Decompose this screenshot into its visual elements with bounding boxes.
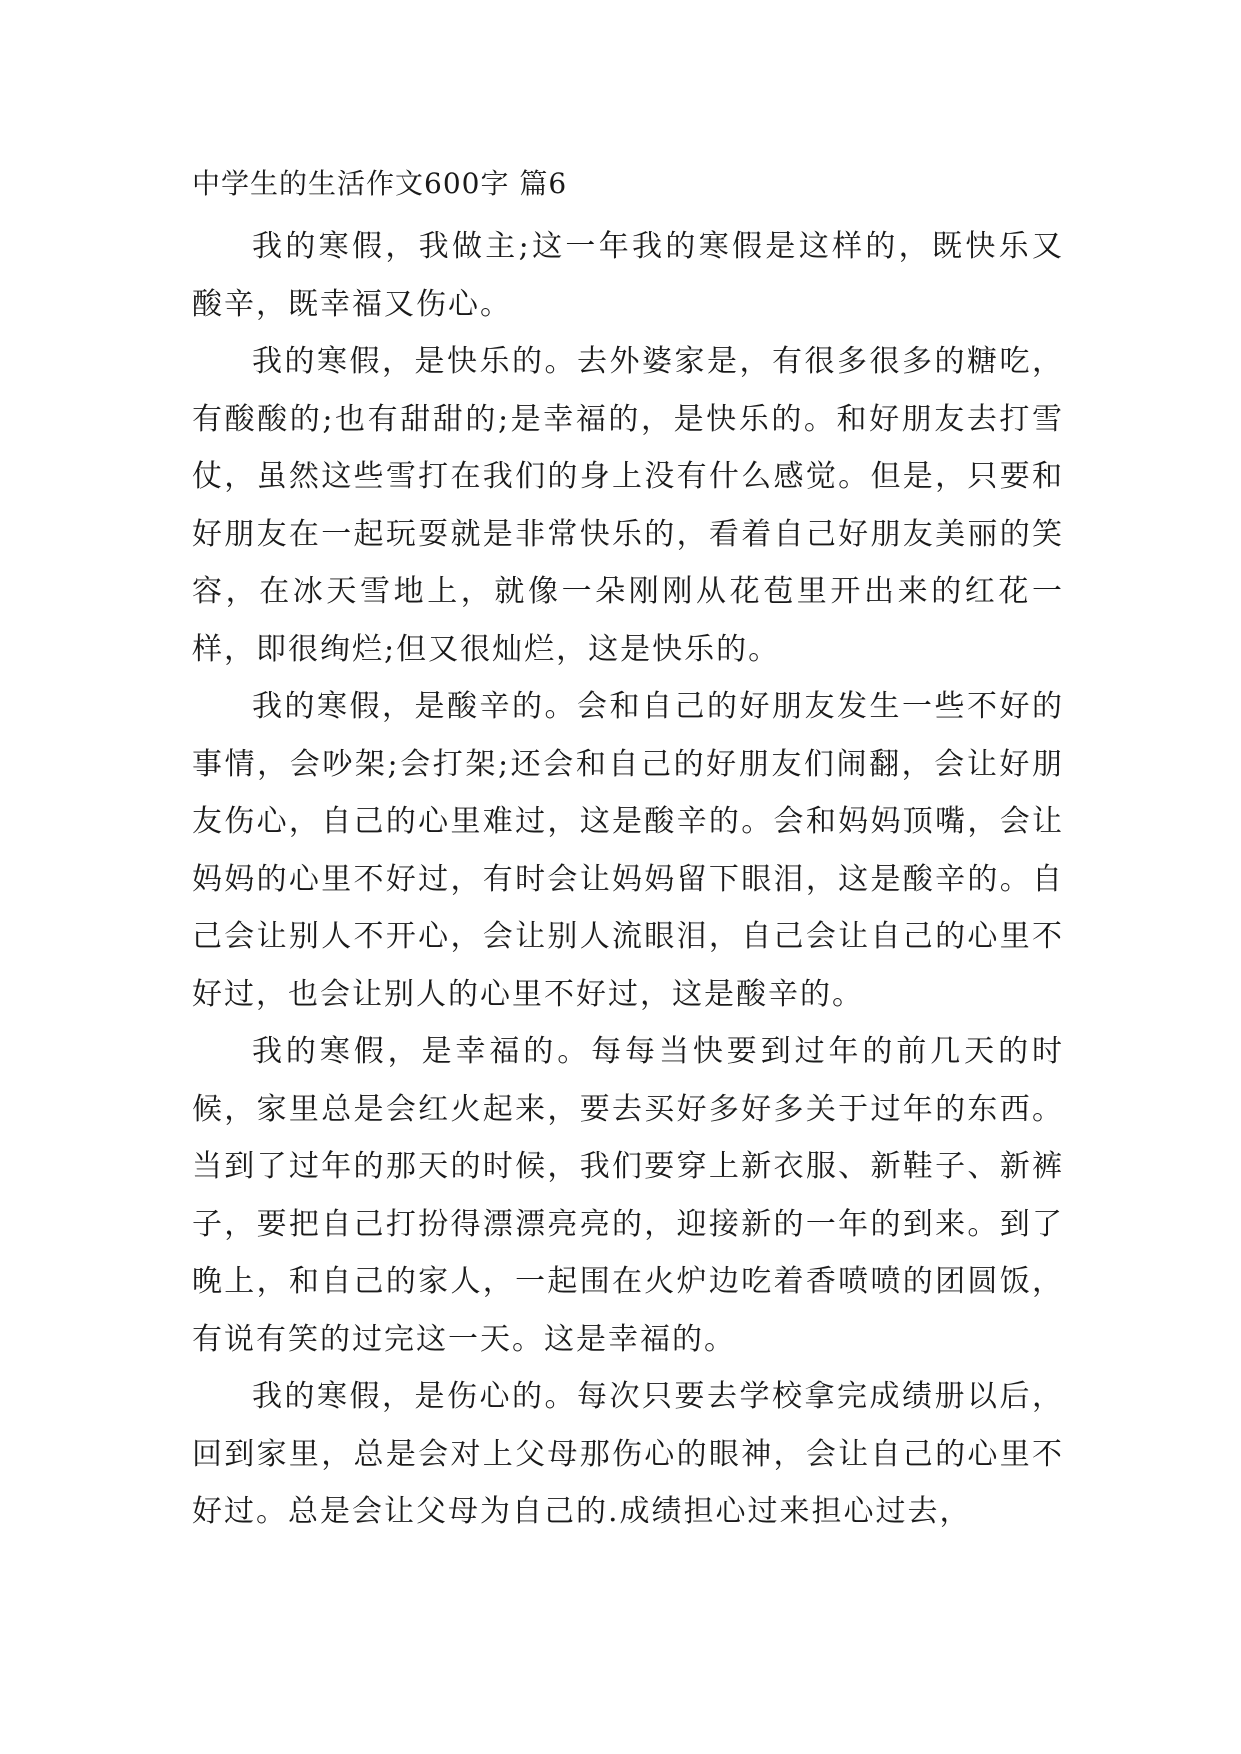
- paragraph: 我的寒假，是伤心的。每次只要去学校拿完成绩册以后，回到家里，总是会对上父母那伤心的眼神，会让自己的心里不好过。总是会让父母为自己的.成绩担心过来担心过去，: [192, 1379, 1064, 1529]
- document-title: 中学生的生活作文600字 篇6: [192, 167, 568, 200]
- document-body: [192, 218, 1064, 1541]
- paragraph: 我的寒假，是幸福的。每每当快要到过年的前几天的时候，家里总是会红火起来，要去买好多好多关于过年的东西。当到了过年的那天的时候，我们要穿上新衣服、新鞋子、新裤子，要把自己打扮得漂漂亮亮的，迎接新的一年的到来。到了晚上，和自己的家人，一起围在火炉边吃着香喷喷的团圆饭，有说有笑的过完这一天。这是幸福的。: [192, 1034, 1064, 1357]
- paragraph: 我的寒假，是酸辛的。会和自己的好朋友发生一些不好的事情，会吵架;会打架;还会和自己的好朋友们闹翻，会让好朋友伤心，自己的心里难过，这是酸辛的。会和妈妈顶嘴，会让妈妈的心里不好过，有时会让妈妈留下眼泪，这是酸辛的。自己会让别人不开心，会让别人流眼泪，自己会让自己的心里不好过，也会让别人的心里不好过，这是酸辛的。: [192, 689, 1064, 1012]
- paragraph: 我的寒假，我做主;这一年我的寒假是这样的，既快乐又酸辛，既幸福又伤心。: [192, 229, 1064, 322]
- paragraph: 我的寒假，是快乐的。去外婆家是，有很多很多的糖吃，有酸酸的;也有甜甜的;是幸福的，是快乐的。和好朋友去打雪仗，虽然这些雪打在我们的身上没有什么感觉。但是，只要和好朋友在一起玩耍就是非常快乐的，看着自己好朋友美丽的笑容，在冰天雪地上，就像一朵刚刚从花苞里开出来的红花一样，即很绚烂;但又很灿烂，这是快乐的。: [192, 344, 1064, 667]
